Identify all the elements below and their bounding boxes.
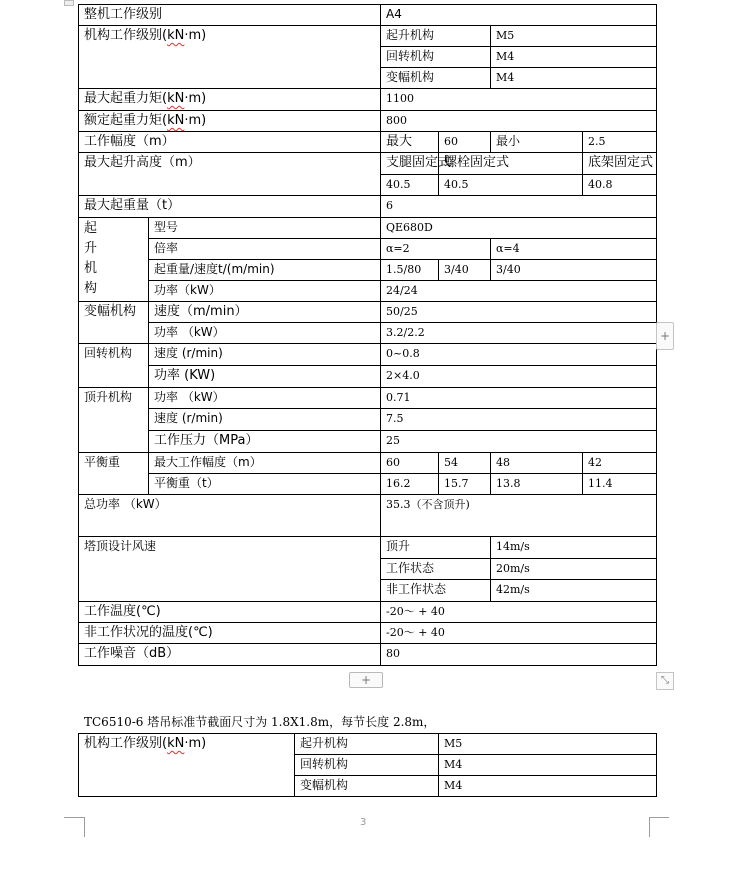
cell-value[interactable]: 800 <box>381 111 657 132</box>
section-caption: TC6510-6 塔吊标准节截面尺寸为 1.8X1.8m，每节长度 2.8m， <box>84 715 436 729</box>
cell-label[interactable]: 起重量/速度t/(m/min) <box>149 260 381 281</box>
table-row <box>79 453 657 474</box>
spell-underline: kN <box>167 91 185 106</box>
cell-value[interactable]: α=2 <box>381 239 491 260</box>
cell-value[interactable]: 40.5 <box>381 175 439 196</box>
cell-value[interactable]: 6 <box>381 196 657 218</box>
cell-value[interactable]: 60 <box>381 453 439 474</box>
cell-label[interactable]: 速度（m/min） <box>149 302 381 323</box>
table-row <box>79 323 657 344</box>
cell-value[interactable]: M4 <box>491 47 657 68</box>
add-row-button[interactable]: + <box>349 672 383 688</box>
page-number: 3 <box>360 817 367 828</box>
table-row <box>79 89 657 111</box>
cell-label[interactable]: 功率（kW） <box>149 281 381 302</box>
cell-value[interactable]: 3/40 <box>439 260 491 281</box>
cell-value[interactable]: 24/24 <box>381 281 657 302</box>
cell-label[interactable]: 功率 (KW) <box>149 366 381 388</box>
cell-label[interactable]: 非工作状况的温度(℃) <box>79 623 381 644</box>
cell-value[interactable]: 11.4 <box>583 474 657 495</box>
cell-value[interactable]: 1.5/80 <box>381 260 439 281</box>
cell-header[interactable]: 螺栓固定式 <box>439 153 583 175</box>
cell-label[interactable]: 平衡重（t） <box>149 474 381 495</box>
cell-value[interactable]: M5 <box>491 26 657 47</box>
cell-value[interactable]: 0.71 <box>381 388 657 409</box>
cell-value[interactable]: 15.7 <box>439 474 491 495</box>
table-row <box>79 495 657 537</box>
cell-value[interactable]: 35.3（不含顶升) <box>381 495 657 537</box>
cell-value[interactable]: 14m/s <box>491 537 657 559</box>
cell-name[interactable]: 起升机构 <box>295 734 439 755</box>
cell-value[interactable]: M4 <box>439 776 657 797</box>
crop-mark <box>64 817 85 838</box>
cell-min-label[interactable]: 最小 <box>491 132 583 153</box>
cell-label[interactable]: 速度 (r/min) <box>149 409 381 431</box>
cell-label[interactable]: 塔顶设计风速 <box>79 537 381 602</box>
table-row <box>79 366 657 388</box>
cell-value[interactable]: -20～ + 40 <box>381 623 657 644</box>
cell-label[interactable]: 工作压力（MPa） <box>149 431 381 453</box>
cell-min-value[interactable]: 2.5 <box>583 132 657 153</box>
cell-group-luffing[interactable]: 变幅机构 <box>79 302 149 344</box>
cell-value[interactable]: 42m/s <box>491 580 657 602</box>
cell-group-slewing[interactable]: 回转机构 <box>79 344 149 388</box>
cell-value[interactable]: 0~0.8 <box>381 344 657 366</box>
spell-underline: kN <box>167 736 185 751</box>
cell-label[interactable]: 机构工作级别(kN·m) <box>79 26 381 89</box>
cell-value[interactable]: 20m/s <box>491 559 657 580</box>
cell-value[interactable]: 2×4.0 <box>381 366 657 388</box>
cell-name[interactable]: 回转机构 <box>381 47 491 68</box>
table-row <box>79 734 657 755</box>
table-row <box>79 623 657 644</box>
table-row <box>79 132 657 153</box>
cell-label[interactable]: 最大起升高度（m） <box>79 153 381 196</box>
cell-value[interactable]: 25 <box>381 431 657 453</box>
cell-value[interactable]: 3/40 <box>491 260 657 281</box>
cell-value[interactable]: M4 <box>439 755 657 776</box>
table-row <box>79 409 657 431</box>
cell-value[interactable]: 48 <box>491 453 583 474</box>
cell-value[interactable]: 7.5 <box>381 409 657 431</box>
add-column-button[interactable]: + <box>656 322 674 350</box>
cell-label[interactable]: 功率 （kW） <box>149 323 381 344</box>
cell-name[interactable]: 变幅机构 <box>295 776 439 797</box>
table-row <box>79 239 657 260</box>
cell-group-climbing[interactable]: 顶升机构 <box>79 388 149 453</box>
cell-value[interactable]: M5 <box>439 734 657 755</box>
table-row <box>79 537 657 559</box>
cell-value[interactable]: 1100 <box>381 89 657 111</box>
table-move-handle[interactable] <box>64 0 74 6</box>
spec-table <box>78 4 657 666</box>
table-row <box>79 218 657 239</box>
table-row <box>79 344 657 366</box>
cell-label[interactable]: 型号 <box>149 218 381 239</box>
table-row <box>79 431 657 453</box>
spell-underline: kN <box>167 113 185 128</box>
cell-name[interactable]: 起升机构 <box>381 26 491 47</box>
cell-label[interactable]: 总功率 （kW） <box>79 495 381 537</box>
cell-value[interactable]: 3.2/2.2 <box>381 323 657 344</box>
table-row <box>79 196 657 218</box>
cell-value[interactable]: QE680D <box>381 218 657 239</box>
table-row <box>79 644 657 666</box>
cell-label[interactable]: 倍率 <box>149 239 381 260</box>
table-row <box>79 153 657 175</box>
cell-value[interactable]: 40.8 <box>583 175 657 196</box>
table-row <box>79 388 657 409</box>
cell-max-label[interactable]: 最大 <box>381 132 439 153</box>
cell-label[interactable]: 工作噪音（dB） <box>79 644 381 666</box>
cell-value[interactable]: 50/25 <box>381 302 657 323</box>
cell-label[interactable]: 机构工作级别(kN·m) <box>79 734 295 797</box>
cell-name[interactable]: 顶升 <box>381 537 491 559</box>
cell-header[interactable]: 底架固定式 <box>583 153 657 175</box>
cell-group-counterweight[interactable]: 平衡重 <box>79 453 149 495</box>
cell-value[interactable]: M4 <box>491 68 657 89</box>
cell-label[interactable]: 额定起重力矩(kN·m) <box>79 111 381 132</box>
table-row <box>79 281 657 302</box>
cell-label[interactable]: 工作幅度（m） <box>79 132 381 153</box>
table-row <box>79 26 657 47</box>
table-row <box>79 5 657 26</box>
cell-header[interactable]: 支腿固定式 <box>381 153 439 175</box>
cell-group-hoist[interactable]: 起 升 机 构 <box>79 218 149 302</box>
cell-label[interactable]: 最大工作幅度（m） <box>149 453 381 474</box>
crop-mark <box>649 817 669 838</box>
table-resize-icon[interactable]: ⤡ <box>656 672 674 690</box>
crop-mark <box>649 817 650 837</box>
cell-label[interactable]: 最大起重力矩(kN·m) <box>79 89 381 111</box>
cell-label[interactable]: 功率 （kW） <box>149 388 381 409</box>
table-row <box>79 602 657 623</box>
cell-value[interactable]: 40.5 <box>439 175 583 196</box>
cell-value[interactable]: -20～ + 40 <box>381 602 657 623</box>
table-row <box>79 260 657 281</box>
cell-max-value[interactable]: 60 <box>439 132 491 153</box>
table-row <box>79 302 657 323</box>
cell-label[interactable]: 整机工作级别 <box>79 5 381 26</box>
cell-value[interactable]: A4 <box>381 5 657 26</box>
cell-value[interactable]: 54 <box>439 453 491 474</box>
cell-name[interactable]: 工作状态 <box>381 559 491 580</box>
cell-name[interactable]: 回转机构 <box>295 755 439 776</box>
cell-label[interactable]: 速度 (r/min) <box>149 344 381 366</box>
table-row <box>79 111 657 132</box>
cell-value[interactable]: α=4 <box>491 239 657 260</box>
cell-label[interactable]: 最大起重量（t） <box>79 196 381 218</box>
cell-name[interactable]: 非工作状态 <box>381 580 491 602</box>
table-row <box>79 474 657 495</box>
cell-name[interactable]: 变幅机构 <box>381 68 491 89</box>
cell-value[interactable]: 80 <box>381 644 657 666</box>
spell-underline: kN <box>167 28 185 43</box>
cell-label[interactable]: 工作温度(℃) <box>79 602 381 623</box>
cell-value[interactable]: 13.8 <box>491 474 583 495</box>
cell-value[interactable]: 42 <box>583 453 657 474</box>
cell-value[interactable]: 16.2 <box>381 474 439 495</box>
mechanism-grade-table <box>78 733 657 797</box>
crop-mark <box>84 817 85 837</box>
